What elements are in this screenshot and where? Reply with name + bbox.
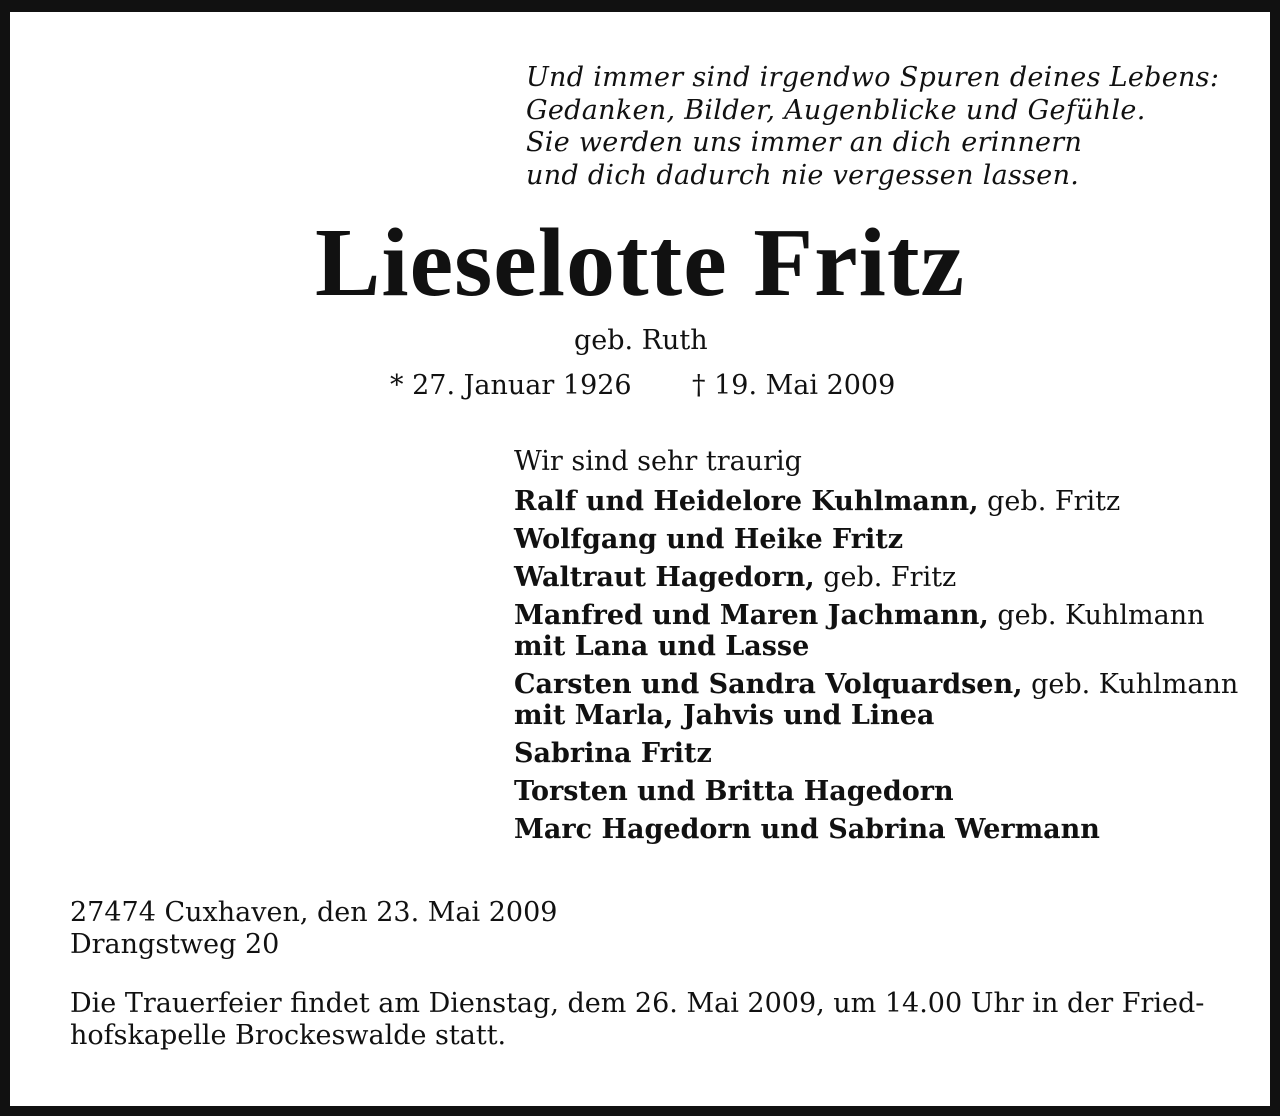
memorial-poem [526,62,1219,192]
poem-line: Sie werden uns immer an dich erinnern [526,127,1083,158]
street-address: Drangstweg 20 [70,929,280,960]
mourner-entry [514,814,1238,845]
mourner-maiden-note: geb. Fritz [978,486,1121,517]
mourner-name: Torsten und Britta Hagedorn [514,776,954,807]
mourner-entry [514,486,1238,517]
mourner-maiden-note: geb. Fritz [814,562,957,593]
poem-line: Und immer sind irgendwo Spuren deines Lebens: [526,62,1220,93]
mourner-maiden-note: geb. Kuhlmann [1022,669,1239,700]
place-and-date [70,897,557,961]
maiden-name: geb. Ruth [574,325,708,356]
mourners-list [514,445,1238,852]
death-date: † 19. Mai 2009 [692,370,896,401]
mourner-name: Marc Hagedorn und Sabrina Wermann [514,814,1100,845]
mourner-children: mit Lana und Lasse [514,631,810,662]
mourners-intro: Wir sind sehr traurig [514,446,802,477]
poem-line: und dich dadurch nie vergessen lassen. [526,159,1080,191]
deceased-name: Lieselotte Fritz [315,209,965,317]
poem-line: Gedanken, Bilder, Augenblicke und Gefühle. [526,94,1146,126]
mourner-maiden-note: geb. Kuhlmann [988,600,1205,631]
mourner-children: mit Marla, Jahvis und Linea [514,700,935,731]
mourner-name: Manfred und Maren Jachmann, [514,600,989,631]
mourner-rows [514,486,1238,845]
funeral-line: Die Trauerfeier findet am Dienstag, dem 26. Mai 2009, um 14.00 Uhr in der Fried- [70,988,1205,1019]
mourner-entry [514,776,1238,807]
mourner-entry [514,562,1238,593]
funeral-notice [70,988,1220,1052]
mourner-entry [514,669,1238,731]
funeral-line: hofskapelle Brockeswalde statt. [70,1020,507,1051]
mourner-entry [514,600,1238,662]
mourner-name: Ralf und Heidelore Kuhlmann, [514,486,979,517]
city-date: 27474 Cuxhaven, den 23. Mai 2009 [70,897,558,928]
mourner-name: Wolfgang und Heike Fritz [514,524,904,555]
mourner-entry [514,524,1238,555]
mourner-name: Waltraut Hagedorn, [514,562,815,593]
mourner-entry [514,738,1238,769]
mourner-name: Carsten und Sandra Volquardsen, [514,669,1023,700]
birth-date: * 27. Januar 1926 [390,370,632,401]
mourner-name: Sabrina Fritz [514,738,712,769]
